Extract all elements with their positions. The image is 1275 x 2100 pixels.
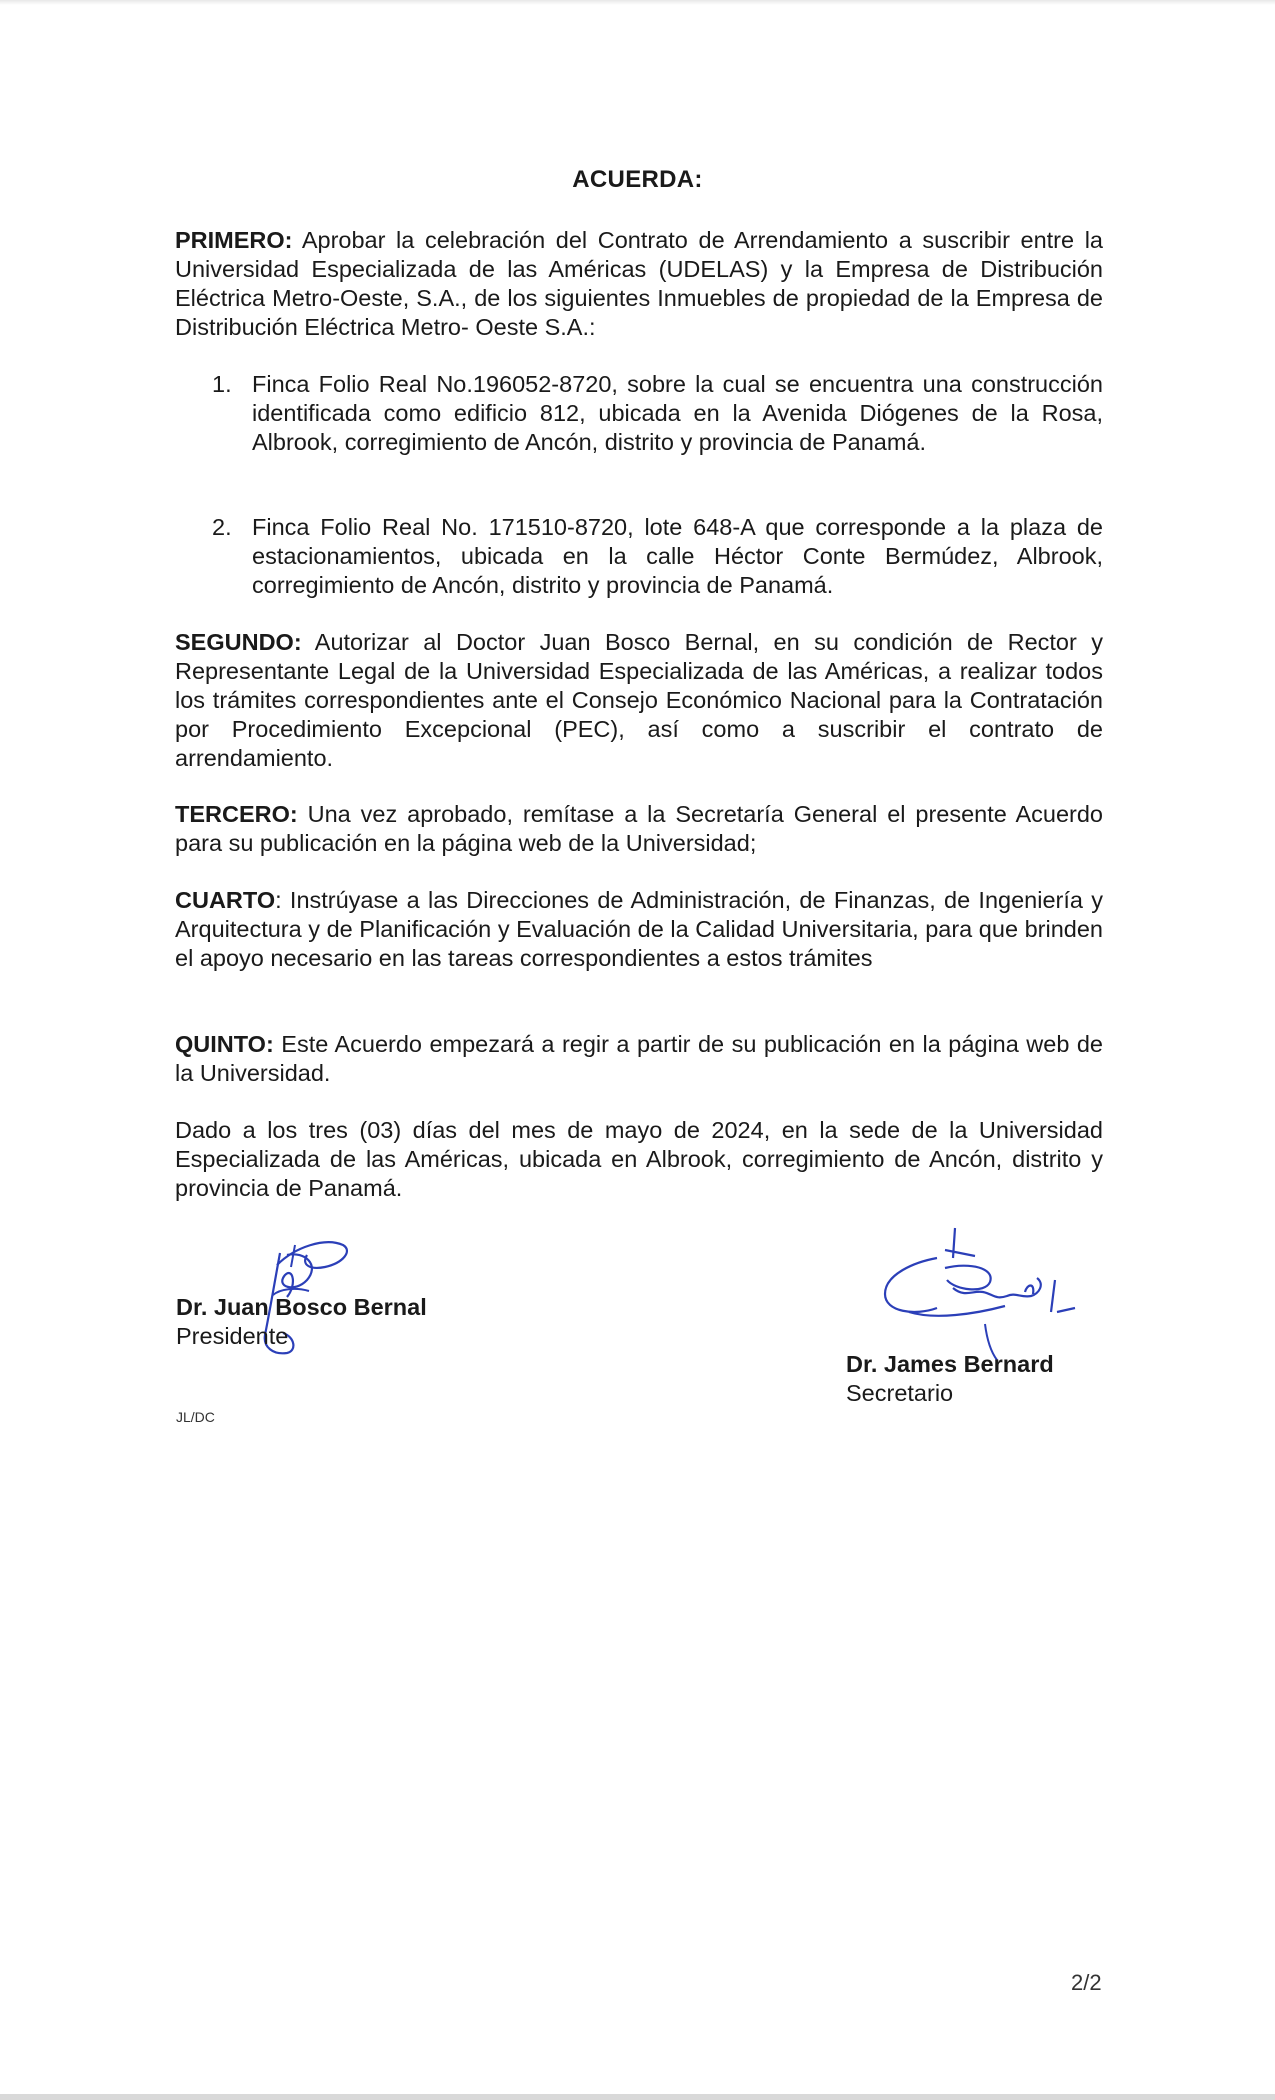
scan-edge-top <box>0 0 1275 5</box>
president-role: Presidente <box>176 1323 289 1349</box>
list-item-1 <box>212 370 1103 457</box>
article-label: CUARTO <box>175 887 276 913</box>
closing-paragraph: Dado a los tres (03) días del mes de mayo de 2024, en la sede de la Universidad Especializada de las Américas, ubicada en Albrook, corregimiento de Ancón, distrito y provincia de Panamá. <box>175 1117 1103 1201</box>
president-name: Dr. Juan Bosco Bernal <box>176 1294 427 1320</box>
president-signature-block <box>176 1293 427 1351</box>
article-text: Una vez aprobado, remítase a la Secretaría General el presente Acuerdo para su publicación en la página web de la Universidad; <box>175 801 1103 856</box>
article-text: Aprobar la celebración del Contrato de Arrendamiento a suscribir entre la Universidad Especializada de las Américas (UDELAS) y la Empresa de Distribución Eléctrica Metro-Oeste, S.A., de los siguientes Inmuebles de propiedad de la Empresa de Distribución Eléctrica Metro- Oeste S.A.: <box>175 227 1103 340</box>
article-label: TERCERO: <box>175 801 298 827</box>
list-number: 1. <box>212 371 232 397</box>
article-text: Este Acuerdo empezará a regir a partir de su publicación en la página web de la Universidad. <box>175 1031 1104 1086</box>
article-segundo <box>175 628 1103 773</box>
article-label: QUINTO: <box>175 1031 274 1057</box>
secretary-signature-block <box>846 1350 1054 1408</box>
list-item-2 <box>212 513 1103 600</box>
typist-initials: JL/DC <box>176 1409 215 1425</box>
list-number: 2. <box>212 514 232 540</box>
heading: ACUERDA: <box>572 166 703 193</box>
article-text: : Instrúyase a las Direcciones de Administración, de Finanzas, de Ingeniería y Arquitectura y de Planificación y Evaluación de la Calidad Universitaria, para que brinden el apoyo necesario en las tareas correspondientes a estos trámites <box>175 887 1103 971</box>
scan-edge-bottom <box>0 2094 1275 2100</box>
article-cuarto <box>175 886 1103 973</box>
page-number: 2/2 <box>1071 1970 1102 1995</box>
list-text: Finca Folio Real No. 171510-8720, lote 648-A que corresponde a la plaza de estacionamientos, ubicada en la calle Héctor Conte Bermúdez, Albrook, corregimiento de Ancón, distrito y provincia de Panamá. <box>252 514 1103 598</box>
article-text: Autorizar al Doctor Juan Bosco Bernal, en su condición de Rector y Representante Legal de la Universidad Especializada de las Américas, a realizar todos los trámites correspondientes ante el Consejo Económico Nacional para la Contratación por Procedimiento Excepcional (PEC), así como a suscribir el contrato de arrendamiento. <box>175 629 1103 771</box>
article-tercero <box>175 800 1103 858</box>
article-label: SEGUNDO: <box>175 629 302 655</box>
secretary-role: Secretario <box>846 1380 954 1406</box>
article-label: PRIMERO: <box>175 227 293 253</box>
article-primero <box>175 226 1103 342</box>
article-quinto <box>175 1030 1103 1088</box>
secretary-name: Dr. James Bernard <box>846 1351 1054 1377</box>
list-text: Finca Folio Real No.196052-8720, sobre la cual se encuentra una construcción identificada como edificio 812, ubicada en la Avenida Diógenes de la Rosa, Albrook, corregimiento de Ancón, distrito y provincia de Panamá. <box>252 371 1103 455</box>
